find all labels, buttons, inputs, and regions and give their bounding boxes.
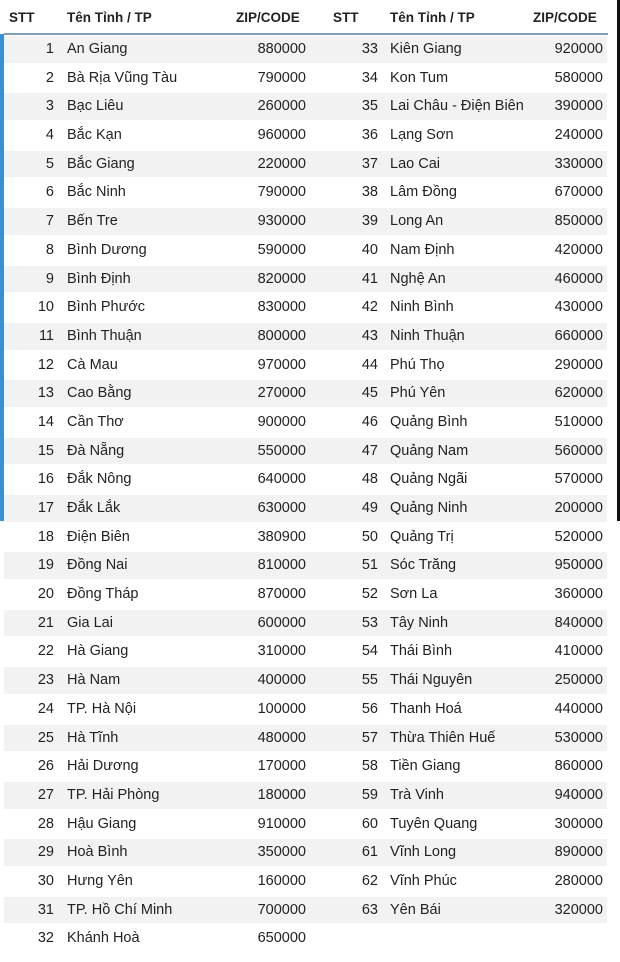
table-row bbox=[0, 924, 620, 953]
table-row bbox=[0, 867, 620, 896]
stt-cell: 47 bbox=[361, 442, 378, 459]
province-cell: Lạng Sơn bbox=[390, 127, 454, 144]
province-cell: Kiên Giang bbox=[390, 41, 462, 57]
zip-cell: 970000 bbox=[257, 356, 306, 373]
stt-cell: 2 bbox=[45, 69, 54, 86]
province-cell: Thái Bình bbox=[390, 643, 453, 660]
province-cell: Hà Giang bbox=[67, 643, 129, 660]
province-cell: Long An bbox=[390, 213, 444, 230]
province-cell: Trà Vinh bbox=[390, 786, 444, 803]
stt-cell: 55 bbox=[361, 672, 378, 689]
stt-cell: 8 bbox=[45, 241, 54, 258]
province-cell: Đồng Nai bbox=[67, 557, 128, 574]
stt-cell: 33 bbox=[361, 41, 378, 57]
zip-cell: 330000 bbox=[554, 155, 603, 172]
stt-cell: 34 bbox=[361, 69, 378, 86]
zip-cell: 570000 bbox=[554, 471, 603, 488]
province-cell: Quảng Trị bbox=[390, 528, 454, 545]
zip-cell: 220000 bbox=[257, 155, 306, 172]
stt-cell: 39 bbox=[361, 213, 378, 230]
province-cell: Bình Thuận bbox=[67, 327, 142, 344]
zip-cell: 360000 bbox=[554, 586, 603, 603]
province-cell: Cần Thơ bbox=[67, 413, 124, 430]
province-cell: Tuyên Quang bbox=[390, 815, 478, 832]
stt-cell: 25 bbox=[37, 729, 54, 746]
zip-cell: 390000 bbox=[554, 98, 603, 115]
table-row bbox=[0, 437, 620, 466]
zip-cell: 300000 bbox=[554, 815, 603, 832]
table-row bbox=[0, 351, 620, 380]
province-cell: Lai Châu - Điện Biên bbox=[390, 98, 524, 115]
table-row bbox=[0, 637, 620, 666]
province-cell: Vĩnh Phúc bbox=[390, 872, 457, 889]
province-cell: Bắc Kạn bbox=[67, 127, 122, 144]
table-row bbox=[0, 265, 620, 294]
province-cell: Kon Tum bbox=[390, 69, 449, 86]
zip-cell: 830000 bbox=[257, 299, 306, 316]
stt-cell: 5 bbox=[45, 155, 54, 172]
zip-cell: 820000 bbox=[257, 270, 306, 287]
stt-cell: 22 bbox=[37, 643, 54, 660]
stt-cell: 13 bbox=[37, 385, 54, 402]
province-cell: Sơn La bbox=[390, 586, 438, 603]
zip-cell: 660000 bbox=[554, 327, 603, 344]
table-row bbox=[0, 465, 620, 494]
header-zip-right: ZIP/CODE bbox=[533, 10, 597, 25]
province-cell: Ninh Bình bbox=[390, 299, 454, 316]
zip-cell: 700000 bbox=[257, 901, 306, 918]
header-province-right: Tên Tỉnh / TP bbox=[390, 10, 475, 25]
province-cell: Cà Mau bbox=[67, 356, 118, 373]
province-cell: Quảng Ngãi bbox=[390, 471, 468, 488]
stt-cell: 11 bbox=[38, 327, 54, 344]
stt-cell: 26 bbox=[37, 758, 54, 775]
zip-cell: 800000 bbox=[257, 327, 306, 344]
province-cell: Hưng Yên bbox=[67, 872, 133, 889]
table-row bbox=[0, 810, 620, 839]
province-cell: TP. Hồ Chí Minh bbox=[67, 901, 173, 918]
stt-cell: 38 bbox=[361, 184, 378, 201]
zip-cell: 240000 bbox=[554, 127, 603, 144]
zip-cell: 940000 bbox=[554, 786, 603, 803]
zip-cell: 670000 bbox=[554, 184, 603, 201]
province-cell: Bắc Ninh bbox=[67, 184, 126, 201]
zip-cell: 310000 bbox=[257, 643, 306, 660]
table-row bbox=[0, 322, 620, 351]
province-cell: Bạc Liêu bbox=[67, 98, 124, 115]
table-row bbox=[0, 580, 620, 609]
province-cell: Bắc Giang bbox=[67, 155, 135, 172]
table-body bbox=[0, 35, 620, 953]
zip-cell: 380900 bbox=[257, 528, 306, 545]
header-stt-left: STT bbox=[9, 10, 35, 25]
stt-cell: 9 bbox=[45, 270, 54, 287]
province-cell: Hậu Giang bbox=[67, 815, 137, 832]
zip-cell: 870000 bbox=[257, 586, 306, 603]
zip-cell: 630000 bbox=[257, 500, 306, 516]
stt-cell: 14 bbox=[37, 413, 54, 430]
province-cell: Tây Ninh bbox=[390, 614, 449, 631]
stt-cell: 36 bbox=[361, 127, 378, 144]
stt-cell: 54 bbox=[361, 643, 378, 660]
stt-cell: 3 bbox=[45, 98, 54, 115]
zip-cell: 170000 bbox=[257, 758, 306, 775]
zip-cell: 640000 bbox=[257, 471, 306, 488]
zip-cell: 950000 bbox=[554, 557, 603, 574]
province-cell: Thanh Hoá bbox=[390, 700, 462, 717]
province-cell: Phú Thọ bbox=[390, 356, 445, 373]
table-row bbox=[0, 379, 620, 408]
stt-cell: 42 bbox=[361, 299, 378, 316]
province-cell: Đồng Tháp bbox=[67, 586, 139, 603]
stt-cell: 32 bbox=[37, 930, 54, 947]
stt-cell: 53 bbox=[361, 614, 378, 631]
table-row bbox=[0, 35, 620, 64]
stt-cell: 18 bbox=[37, 528, 54, 545]
stt-cell: 27 bbox=[37, 786, 54, 803]
header-zip-left: ZIP/CODE bbox=[236, 10, 300, 25]
zip-cell: 350000 bbox=[257, 844, 306, 861]
stt-cell: 56 bbox=[361, 700, 378, 717]
stt-cell: 19 bbox=[37, 557, 54, 574]
province-cell: Gia Lai bbox=[67, 614, 113, 631]
stt-cell: 20 bbox=[37, 586, 54, 603]
table-row bbox=[0, 150, 620, 179]
province-cell: Đắk Lắk bbox=[67, 500, 121, 516]
table-row bbox=[0, 551, 620, 580]
table-row bbox=[0, 523, 620, 552]
province-cell: Bình Dương bbox=[67, 241, 147, 258]
table-row bbox=[0, 178, 620, 207]
zip-cell: 320000 bbox=[554, 901, 603, 918]
zip-cell: 400000 bbox=[257, 672, 306, 689]
province-cell: Cao Bằng bbox=[67, 385, 132, 402]
table-row bbox=[0, 207, 620, 236]
province-cell: Quảng Ninh bbox=[390, 500, 468, 516]
province-cell: Ninh Thuận bbox=[390, 327, 465, 344]
stt-cell: 62 bbox=[361, 872, 378, 889]
zip-cell: 920000 bbox=[554, 41, 603, 57]
header-stt-right: STT bbox=[333, 10, 359, 25]
zip-cell: 900000 bbox=[257, 413, 306, 430]
table-row bbox=[0, 64, 620, 93]
province-cell: Sóc Trăng bbox=[390, 557, 457, 574]
table-row bbox=[0, 293, 620, 322]
zip-cell: 410000 bbox=[554, 643, 603, 660]
zip-cell: 510000 bbox=[554, 413, 603, 430]
stt-cell: 63 bbox=[361, 901, 378, 918]
province-cell: Đà Nẵng bbox=[67, 442, 125, 459]
stt-cell: 35 bbox=[361, 98, 378, 115]
table-row bbox=[0, 752, 620, 781]
stt-cell: 12 bbox=[37, 356, 54, 373]
zip-cell: 840000 bbox=[554, 614, 603, 631]
table-row bbox=[0, 695, 620, 724]
stt-cell: 44 bbox=[361, 356, 378, 373]
province-cell: Quảng Nam bbox=[390, 442, 469, 459]
stt-cell: 10 bbox=[37, 299, 54, 316]
zip-cell: 290000 bbox=[554, 356, 603, 373]
zip-cell: 810000 bbox=[257, 557, 306, 574]
stt-cell: 48 bbox=[361, 471, 378, 488]
province-cell: Hải Dương bbox=[67, 758, 139, 775]
stt-cell: 17 bbox=[37, 500, 54, 516]
table-row bbox=[0, 896, 620, 925]
stt-cell: 7 bbox=[45, 213, 54, 230]
zip-cell: 100000 bbox=[257, 700, 306, 717]
zip-cell: 250000 bbox=[554, 672, 603, 689]
province-cell: Tiền Giang bbox=[390, 758, 461, 775]
zip-cell: 200000 bbox=[554, 500, 603, 516]
stt-cell: 49 bbox=[361, 500, 378, 516]
zip-cell: 790000 bbox=[257, 69, 306, 86]
header-province-left: Tên Tỉnh / TP bbox=[67, 10, 152, 25]
stt-cell: 28 bbox=[37, 815, 54, 832]
zip-cell: 530000 bbox=[554, 729, 603, 746]
stt-cell: 30 bbox=[37, 872, 54, 889]
zip-cell: 850000 bbox=[554, 213, 603, 230]
stt-cell: 31 bbox=[37, 901, 54, 918]
stt-cell: 16 bbox=[37, 471, 54, 488]
table-row bbox=[0, 838, 620, 867]
province-cell: Yên Bái bbox=[390, 901, 441, 918]
stt-cell: 58 bbox=[361, 758, 378, 775]
stt-cell: 46 bbox=[361, 413, 378, 430]
province-cell: Bà Rịa Vũng Tàu bbox=[67, 69, 178, 86]
province-cell: Bình Định bbox=[67, 270, 131, 287]
stt-cell: 23 bbox=[37, 672, 54, 689]
province-cell: TP. Hải Phòng bbox=[67, 786, 160, 803]
zip-cell: 420000 bbox=[554, 241, 603, 258]
table-row bbox=[0, 121, 620, 150]
stt-cell: 60 bbox=[361, 815, 378, 832]
province-cell: Hoà Bình bbox=[67, 844, 128, 861]
table-row bbox=[0, 408, 620, 437]
stt-cell: 59 bbox=[361, 786, 378, 803]
zip-cell: 860000 bbox=[554, 758, 603, 775]
table-row bbox=[0, 92, 620, 121]
stt-cell: 15 bbox=[37, 442, 54, 459]
zip-cell: 600000 bbox=[257, 614, 306, 631]
zip-cell: 430000 bbox=[554, 299, 603, 316]
province-cell: Phú Yên bbox=[390, 385, 446, 402]
province-cell: Đắk Nông bbox=[67, 471, 132, 488]
province-cell: Lao Cai bbox=[390, 155, 440, 172]
province-cell: Lâm Đồng bbox=[390, 184, 457, 201]
province-cell: Khánh Hoà bbox=[67, 930, 140, 947]
stt-cell: 37 bbox=[361, 155, 378, 172]
stt-cell: 45 bbox=[361, 385, 378, 402]
zip-cell: 930000 bbox=[257, 213, 306, 230]
zip-cell: 590000 bbox=[257, 241, 306, 258]
stt-cell: 61 bbox=[361, 844, 378, 861]
zip-cell: 880000 bbox=[257, 41, 306, 57]
table-row bbox=[0, 781, 620, 810]
zip-cell: 650000 bbox=[257, 930, 306, 947]
zip-cell: 260000 bbox=[257, 98, 306, 115]
zip-cell: 270000 bbox=[257, 385, 306, 402]
province-cell: Hà Nam bbox=[67, 672, 121, 689]
zip-cell: 620000 bbox=[554, 385, 603, 402]
zip-cell: 890000 bbox=[554, 844, 603, 861]
zip-cell: 960000 bbox=[257, 127, 306, 144]
stt-cell: 52 bbox=[361, 586, 378, 603]
province-cell: Quảng Bình bbox=[390, 413, 468, 430]
table-row bbox=[0, 236, 620, 265]
province-cell: Vĩnh Long bbox=[390, 844, 457, 861]
province-cell: Bến Tre bbox=[67, 213, 118, 230]
stt-cell: 57 bbox=[361, 729, 378, 746]
province-cell: Bình Phước bbox=[67, 299, 146, 316]
stt-cell: 29 bbox=[37, 844, 54, 861]
stt-cell: 6 bbox=[45, 184, 54, 201]
stt-cell: 1 bbox=[45, 41, 54, 57]
stt-cell: 24 bbox=[37, 700, 54, 717]
zip-cell: 580000 bbox=[554, 69, 603, 86]
province-cell: Nam Định bbox=[390, 241, 455, 258]
zip-cell: 280000 bbox=[554, 872, 603, 889]
province-cell: An Giang bbox=[67, 41, 128, 57]
zip-cell: 560000 bbox=[554, 442, 603, 459]
province-cell: Thái Nguyên bbox=[390, 672, 473, 689]
stt-cell: 43 bbox=[361, 327, 378, 344]
zip-cell: 180000 bbox=[257, 786, 306, 803]
table-row bbox=[0, 609, 620, 638]
table-row bbox=[0, 494, 620, 523]
stt-cell: 4 bbox=[45, 127, 54, 144]
zip-cell: 910000 bbox=[257, 815, 306, 832]
province-cell: Điện Biên bbox=[67, 528, 130, 545]
zip-cell: 480000 bbox=[257, 729, 306, 746]
province-cell: Nghệ An bbox=[390, 270, 446, 287]
stt-cell: 50 bbox=[361, 528, 378, 545]
zip-cell: 520000 bbox=[554, 528, 603, 545]
table-header bbox=[0, 0, 620, 34]
table-row bbox=[0, 724, 620, 753]
province-cell: Thừa Thiên Huế bbox=[390, 729, 496, 746]
table-row bbox=[0, 666, 620, 695]
zip-cell: 440000 bbox=[554, 700, 603, 717]
zip-cell: 160000 bbox=[257, 872, 306, 889]
zip-cell: 790000 bbox=[257, 184, 306, 201]
zip-cell: 460000 bbox=[554, 270, 603, 287]
stt-cell: 40 bbox=[361, 241, 378, 258]
province-cell: TP. Hà Nội bbox=[67, 700, 137, 717]
province-cell: Hà Tĩnh bbox=[67, 729, 119, 746]
stt-cell: 41 bbox=[361, 270, 378, 287]
stt-cell: 21 bbox=[37, 614, 54, 631]
zip-cell: 550000 bbox=[257, 442, 306, 459]
stt-cell: 51 bbox=[361, 557, 378, 574]
